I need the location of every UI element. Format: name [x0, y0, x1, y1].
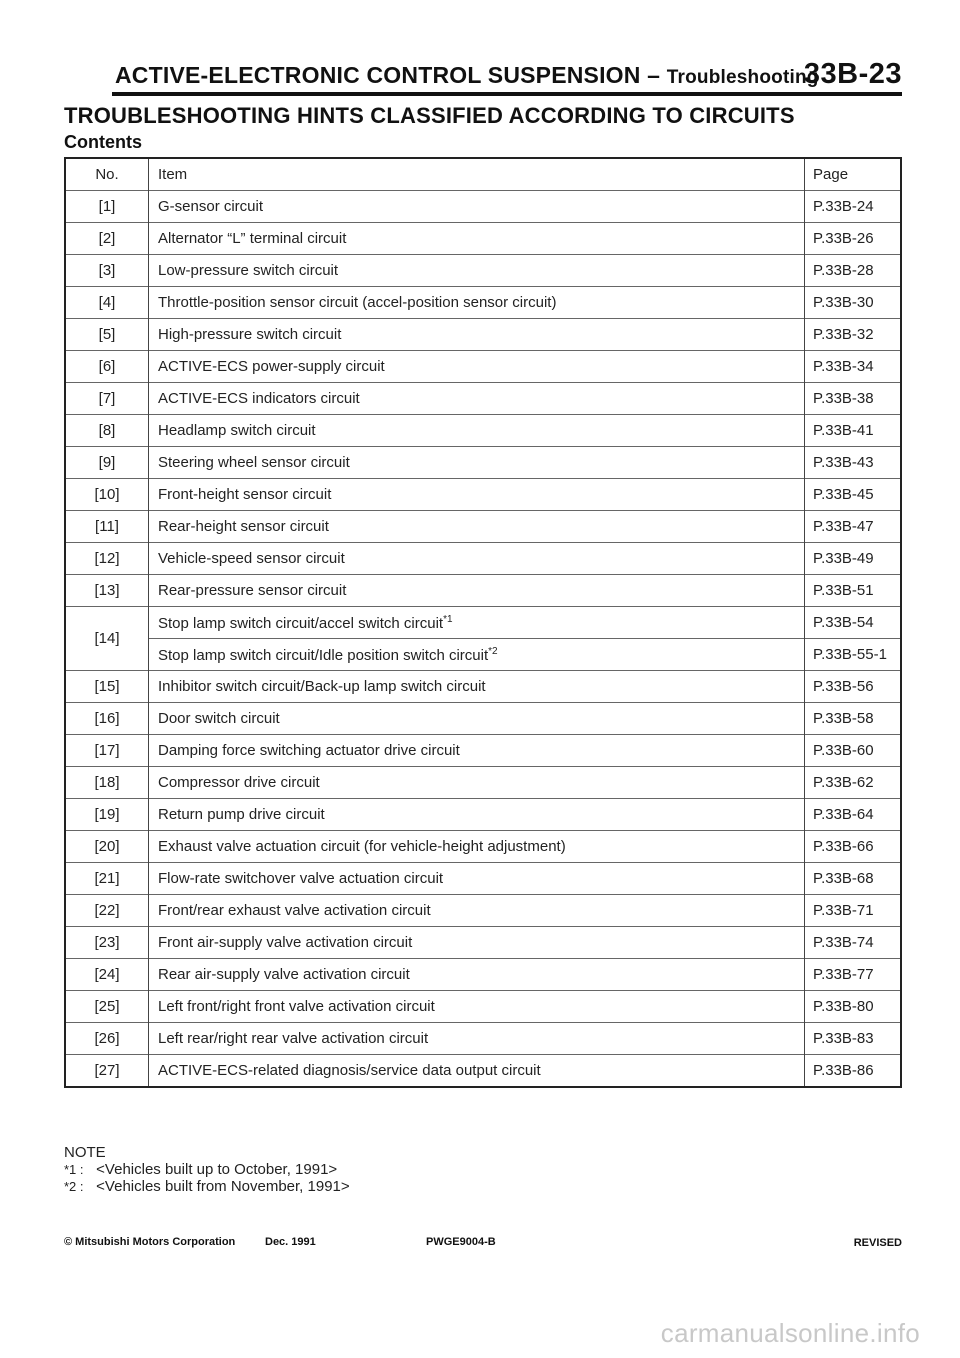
table-row: [65, 735, 901, 767]
row-item-mark: *2: [488, 645, 498, 657]
row-item: Left rear/right rear valve activation circuit: [149, 1023, 805, 1055]
row-page: P.33B-24: [805, 191, 902, 223]
row-item-mark: *1: [443, 613, 453, 625]
row-item: Compressor drive circuit: [149, 767, 805, 799]
row-item-text: Stop lamp switch circuit/accel switch circuit: [158, 614, 444, 632]
note-mark: [64, 1178, 92, 1195]
row-no: [10]: [65, 479, 149, 511]
row-item: Steering wheel sensor circuit: [149, 447, 805, 479]
row-page: P.33B-66: [805, 831, 902, 863]
table-row: [65, 575, 901, 607]
table-header-row: [65, 158, 901, 191]
table-row: [65, 671, 901, 703]
contents-table-body: [65, 158, 901, 1087]
row-no: [20]: [65, 831, 149, 863]
row-page: P.33B-62: [805, 767, 902, 799]
row-no: [12]: [65, 543, 149, 575]
row-page: P.33B-38: [805, 383, 902, 415]
row-page: P.33B-56: [805, 671, 902, 703]
row-item: Door switch circuit: [149, 703, 805, 735]
table-row: [65, 479, 901, 511]
row-item: G-sensor circuit: [149, 191, 805, 223]
row-page: P.33B-28: [805, 255, 902, 287]
page-title: TROUBLESHOOTING HINTS CLASSIFIED ACCORDING TO CIRCUITS: [64, 103, 795, 128]
row-item: [149, 639, 805, 671]
row-page: P.33B-54: [805, 607, 902, 639]
row-item: Front/rear exhaust valve activation circuit: [149, 895, 805, 927]
row-item: ACTIVE-ECS power-supply circuit: [149, 351, 805, 383]
row-no: [26]: [65, 1023, 149, 1055]
row-no: [9]: [65, 447, 149, 479]
note-text: <Vehicles built from November, 1991>: [96, 1178, 350, 1195]
row-no: [4]: [65, 287, 149, 319]
table-row: [65, 447, 901, 479]
table-row: [65, 1023, 901, 1055]
row-item: High-pressure switch circuit: [149, 319, 805, 351]
header-page: Page: [813, 166, 849, 183]
table-row: [65, 991, 901, 1023]
row-no: [3]: [65, 255, 149, 287]
table-row: [65, 543, 901, 575]
row-page: P.33B-77: [805, 959, 902, 991]
row-no: [11]: [65, 511, 149, 543]
row-page: P.33B-83: [805, 1023, 902, 1055]
row-item: ACTIVE-ECS indicators circuit: [149, 383, 805, 415]
table-row: [65, 831, 901, 863]
table-row: [65, 511, 901, 543]
table-row: [65, 351, 901, 383]
note-sep: :: [79, 1162, 84, 1177]
footer-status: REVISED: [853, 1237, 902, 1249]
row-page: P.33B-43: [805, 447, 902, 479]
footer-code: PWGE9004-B: [426, 1236, 496, 1248]
note-item: [64, 1161, 350, 1178]
row-item: ACTIVE-ECS-related diagnosis/service data output circuit: [149, 1055, 805, 1088]
table-row: [65, 799, 901, 831]
table-row: [65, 415, 901, 447]
note-sep: :: [79, 1179, 84, 1194]
row-page: P.33B-32: [805, 319, 902, 351]
row-page: P.33B-80: [805, 991, 902, 1023]
row-page: P.33B-45: [805, 479, 902, 511]
section-subtitle: Troubleshooting: [666, 67, 819, 88]
row-no: [18]: [65, 767, 149, 799]
row-no: [21]: [65, 863, 149, 895]
row-page: P.33B-71: [805, 895, 902, 927]
table-row: [65, 927, 901, 959]
note-mark: [64, 1161, 92, 1178]
note-label: NOTE: [64, 1144, 106, 1161]
row-item: Left front/right front valve activation circuit: [149, 991, 805, 1023]
watermark: carmanualsonline.info: [660, 1318, 920, 1348]
contents-table: [64, 157, 902, 1088]
footer-date: Dec. 1991: [265, 1236, 316, 1248]
section-title-text: ACTIVE-ELECTRONIC CONTROL SUSPENSION: [115, 62, 641, 88]
row-page: P.33B-86: [805, 1055, 902, 1088]
row-no: [6]: [65, 351, 149, 383]
row-page: P.33B-64: [805, 799, 902, 831]
row-page: P.33B-55-1: [805, 639, 902, 671]
row-item: Low-pressure switch circuit: [149, 255, 805, 287]
row-no: [1]: [65, 191, 149, 223]
table-row: [65, 319, 901, 351]
header-no: No.: [65, 158, 149, 191]
row-no: [7]: [65, 383, 149, 415]
note-block: [64, 1144, 350, 1195]
row-no: [5]: [65, 319, 149, 351]
row-no: [16]: [65, 703, 149, 735]
row-page: P.33B-58: [805, 703, 902, 735]
row-item: Alternator “L” terminal circuit: [149, 223, 805, 255]
row-no: [19]: [65, 799, 149, 831]
page-header: [112, 58, 902, 96]
row-page: P.33B-74: [805, 927, 902, 959]
table-row: [65, 255, 901, 287]
row-item: Damping force switching actuator drive circuit: [149, 735, 805, 767]
row-item-text: Stop lamp switch circuit/Idle position switch circuit: [158, 646, 489, 664]
row-item: Flow-rate switchover valve actuation circuit: [149, 863, 805, 895]
row-item: [149, 607, 805, 639]
note-item: [64, 1178, 350, 1195]
table-row: [65, 1055, 901, 1088]
section-title: [115, 62, 819, 89]
title-dash: –: [640, 62, 667, 88]
header-item: Item: [149, 158, 805, 191]
row-item: Front air-supply valve activation circuit: [149, 927, 805, 959]
row-page: P.33B-41: [805, 415, 902, 447]
row-item: Rear-height sensor circuit: [149, 511, 805, 543]
row-page: P.33B-49: [805, 543, 902, 575]
row-no: [8]: [65, 415, 149, 447]
row-item: Vehicle-speed sensor circuit: [149, 543, 805, 575]
row-no: [27]: [65, 1055, 149, 1088]
note-mark-text: *1: [64, 1162, 77, 1177]
note-mark-text: *2: [64, 1179, 77, 1194]
row-item: Rear air-supply valve activation circuit: [149, 959, 805, 991]
table-row: [65, 639, 901, 671]
table-row: [65, 607, 901, 639]
table-row: [65, 191, 901, 223]
table-row: [65, 959, 901, 991]
table-row: [65, 223, 901, 255]
table-row: [65, 767, 901, 799]
row-no: [14]: [65, 607, 149, 671]
row-no: [2]: [65, 223, 149, 255]
table-row: [65, 383, 901, 415]
row-no: [13]: [65, 575, 149, 607]
row-page: P.33B-26: [805, 223, 902, 255]
footer-copyright: © Mitsubishi Motors Corporation: [64, 1236, 236, 1248]
table-row: [65, 703, 901, 735]
row-no: [23]: [65, 927, 149, 959]
row-item: Rear-pressure sensor circuit: [149, 575, 805, 607]
row-page: P.33B-60: [805, 735, 902, 767]
table-row: [65, 895, 901, 927]
row-no: [24]: [65, 959, 149, 991]
row-no: [17]: [65, 735, 149, 767]
page-number: 33B-23: [803, 58, 902, 90]
row-item: Exhaust valve actuation circuit (for vehicle-height adjustment): [149, 831, 805, 863]
row-page: P.33B-30: [805, 287, 902, 319]
row-item: Return pump drive circuit: [149, 799, 805, 831]
note-text: <Vehicles built up to October, 1991>: [96, 1161, 338, 1178]
row-no: [22]: [65, 895, 149, 927]
row-item: Front-height sensor circuit: [149, 479, 805, 511]
row-page: P.33B-51: [805, 575, 902, 607]
row-page: P.33B-68: [805, 863, 902, 895]
row-item: Inhibitor switch circuit/Back-up lamp switch circuit: [149, 671, 805, 703]
row-page: P.33B-47: [805, 511, 902, 543]
table-row: [65, 863, 901, 895]
row-page: P.33B-34: [805, 351, 902, 383]
row-no: [15]: [65, 671, 149, 703]
row-item: Headlamp switch circuit: [149, 415, 805, 447]
table-row: [65, 287, 901, 319]
row-item: Throttle-position sensor circuit (accel-position sensor circuit): [149, 287, 805, 319]
contents-heading: Contents: [64, 132, 142, 152]
row-no: [25]: [65, 991, 149, 1023]
